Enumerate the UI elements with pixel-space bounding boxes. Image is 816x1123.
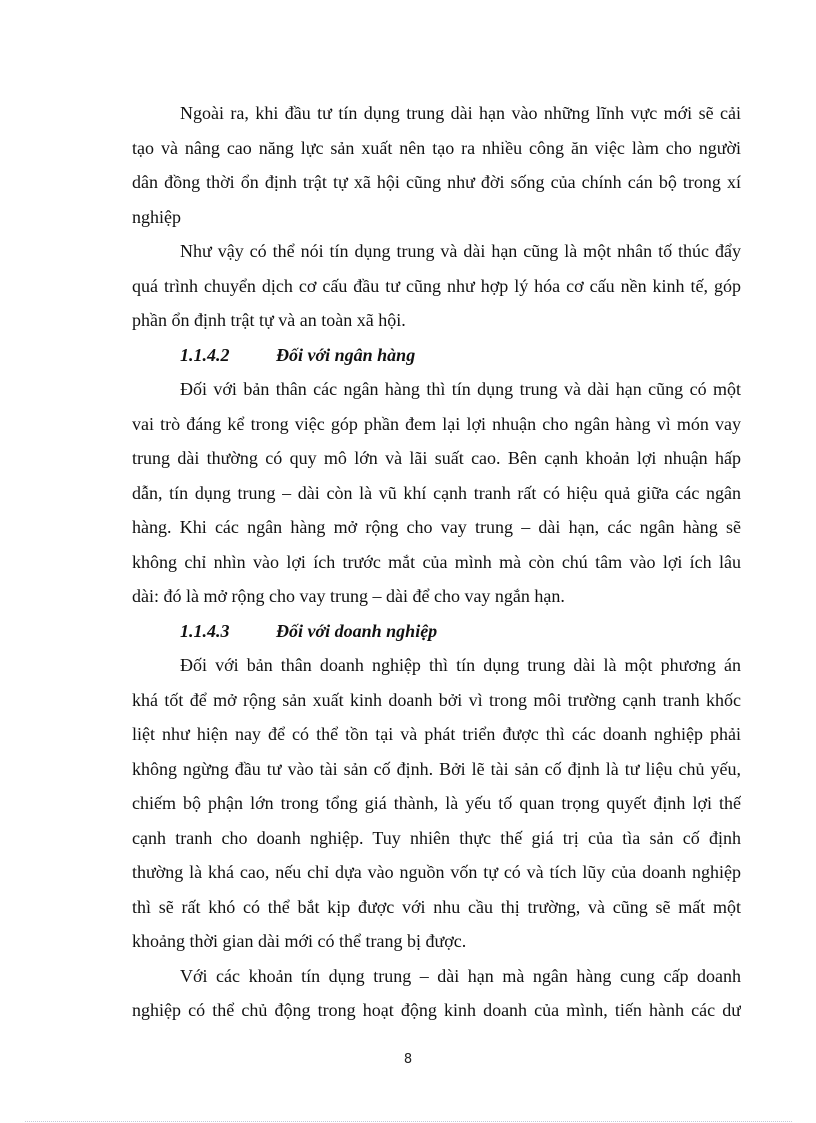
text-line: tạo và nâng cao năng lực sản xuất nên tạo ra nhiều công ăn việc làm cho người [132,137,741,158]
text-line: nghiệp có thể chủ động trong hoạt động kinh doanh của mình, tiến hành các dư [132,1000,741,1020]
text-line: thường là khá cao, nếu chỉ dựa vào nguồn vốn tự có và tích lũy của doanh nghiệp [132,862,741,882]
text-line: Ngoài ra, khi đầu tư tín dụng trung dài hạn vào những lĩnh vực mới sẽ cải [180,103,741,123]
text-line: phần ổn định trật tự và an toàn xã hội. [132,310,406,330]
section-heading [132,338,741,373]
text-line: dân đồng thời ổn định trật tự xã hội cũng như đời sống của chính cán bộ trong xí [132,172,741,192]
text-line: nghiệp [132,206,181,227]
text-line: liệt như hiện nay để có thể tồn tại và phát triển được thì các doanh nghiệp phải [132,724,741,744]
paragraph [132,372,741,614]
text-line: không chỉ nhìn vào lợi ích trước mắt của mình mà còn chú tâm vào lợi ích lâu [132,551,741,572]
text-line: cạnh tranh cho doanh nghiệp. Tuy nhiên thực thế giá trị của tìa sản cố định [132,827,741,848]
text-line: hàng. Khi các ngân hàng mở rộng cho vay trung – dài hạn, các ngân hàng sẽ [132,517,741,537]
text-line: khoảng thời gian dài mới có thể trang bị được. [132,931,467,951]
text-line: Đối với bản thân các ngân hàng thì tín dụng trung và dài hạn cũng có một [180,379,741,399]
paragraph [132,234,741,338]
section-title: Đối với ngân hàng [276,344,416,365]
paragraph [132,959,741,1028]
section-number: 1.1.4.2 [180,344,230,365]
text-line: quá trình chuyển dịch cơ cấu đầu tư cũng như hợp lý hóa cơ cấu nền kinh tế, góp [132,275,741,296]
section-number: 1.1.4.3 [180,620,230,641]
text-line: dẫn, tín dụng trung – dài còn là vũ khí cạnh tranh rất có hiệu quả giữa các ngân [132,482,741,503]
section-title: Đối với doanh nghiệp [276,620,438,641]
text-line: Như vậy có thể nói tín dụng trung và dài hạn cũng là một nhân tố thúc đẩy [180,241,741,261]
text-line: chiếm bộ phận lớn trong tổng giá thành, là yếu tố quan trọng quyết định lợi thế [132,793,741,813]
text-line: vai trò đáng kể trong việc góp phần đem lại lợi nhuận cho ngân hàng vì món vay [132,413,741,434]
text-line: khá tốt để mở rộng sản xuất kinh doanh bởi vì trong môi trường cạnh tranh khốc [132,689,741,710]
text-line: dài: đó là mở rộng cho vay trung – dài để cho vay ngắn hạn. [132,586,565,606]
paragraph [132,648,741,959]
section-heading [132,614,741,649]
text-line: thì sẽ rất khó có thể bắt kịp được với nhu cầu thị trường, và cũng sẽ mất một [132,896,741,917]
text-line: không ngừng đầu tư vào tài sản cố định. Bởi lẽ tài sản cố định là tư liệu chủ yếu, [132,758,741,779]
text-line: Đối với bản thân doanh nghiệp thì tín dụng trung dài là một phương án [180,655,741,675]
text-line: Với các khoản tín dụng trung – dài hạn mà ngân hàng cung cấp doanh [180,965,741,986]
page-number: 8 [403,1052,413,1067]
paragraph [132,96,741,234]
page-bottom-border [25,1121,792,1122]
document-body [132,96,741,1028]
text-line: trung dài thường có quy mô lớn và lãi suất cao. Bên cạnh khoản lợi nhuận hấp [132,448,741,468]
